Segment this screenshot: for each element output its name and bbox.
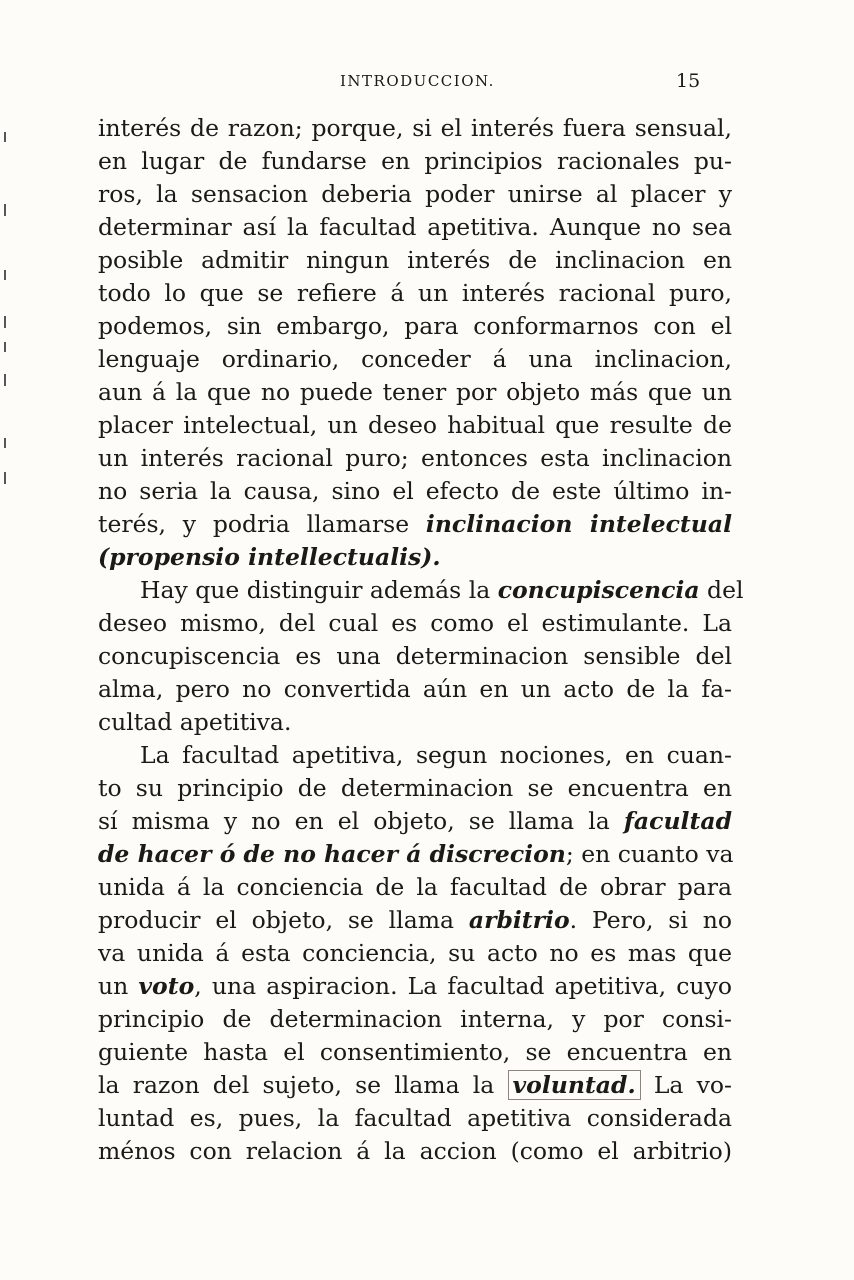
emphasized-text: (propensio intellectualis).	[98, 543, 441, 571]
text-segment: podemos, sin embargo, para conformarnos con el	[98, 312, 732, 340]
text-segment: concupiscencia es una determinacion sensible del	[98, 642, 732, 670]
text-segment: aun á la que no puede tener por objeto más que un	[98, 378, 732, 406]
text-segment: Hay que distinguir además la	[140, 576, 498, 604]
text-segment: La vo-	[640, 1071, 732, 1099]
text-line	[98, 1003, 732, 1036]
text-line	[98, 673, 732, 706]
text-line	[98, 211, 732, 244]
text-line	[98, 508, 732, 541]
running-head	[0, 72, 854, 96]
margin-mark	[4, 270, 6, 280]
text-segment: no seria la causa, sino el efecto de este último in-	[98, 477, 732, 505]
text-line	[98, 277, 732, 310]
margin-mark	[4, 472, 6, 484]
margin-mark	[4, 316, 6, 328]
text-line	[98, 574, 744, 607]
text-segment: interés de razon; porque, si el interés fuera sensual,	[98, 114, 732, 142]
text-line	[98, 970, 732, 1003]
text-segment: en lugar de fundarse en principios racionales pu-	[98, 147, 732, 175]
text-line	[98, 475, 732, 508]
text-segment: principio de determinacion interna, y por consi-	[98, 1005, 732, 1033]
text-segment: unida á la conciencia de la facultad de obrar para	[98, 873, 732, 901]
text-segment: guiente hasta el consentimiento, se encuentra en	[98, 1038, 732, 1066]
text-line	[98, 1069, 732, 1102]
text-segment: cultad apetitiva.	[98, 708, 292, 736]
text-segment: to su principio de determinacion se encuentra en	[98, 774, 732, 802]
text-line	[98, 838, 732, 871]
text-line	[98, 409, 732, 442]
text-line	[98, 145, 732, 178]
margin-mark	[4, 132, 6, 142]
binding-margin-marks	[0, 120, 14, 540]
text-segment: posible admitir ningun interés de inclinacion en	[98, 246, 732, 274]
text-segment: deseo mismo, del cual es como el estimulante. La	[98, 609, 732, 637]
text-line	[98, 310, 732, 343]
text-line	[98, 772, 732, 805]
text-line	[98, 1036, 732, 1069]
text-line	[98, 904, 732, 937]
text-line	[98, 1102, 732, 1135]
text-line	[98, 376, 732, 409]
text-segment: ménos con relacion á la accion (como el arbitrio)	[98, 1137, 732, 1165]
text-line	[98, 937, 732, 970]
text-line	[98, 178, 732, 211]
emphasized-text: concupiscencia	[497, 576, 700, 604]
text-segment: va unida á esta conciencia, su acto no es mas que	[98, 939, 732, 967]
text-line	[98, 640, 732, 673]
text-line	[98, 739, 732, 772]
running-title: INTRODUCCION.	[340, 72, 495, 90]
text-line	[98, 343, 732, 376]
text-segment: alma, pero no convertida aún en un acto de la fa-	[98, 675, 732, 703]
text-segment: la razon del sujeto, se llama la	[98, 1071, 508, 1099]
emphasized-text: voluntad.	[508, 1070, 641, 1100]
text-line	[98, 244, 732, 277]
text-segment: del	[699, 576, 744, 604]
text-line	[98, 541, 732, 574]
text-line	[98, 442, 732, 475]
emphasized-text: voto	[138, 972, 195, 1000]
text-segment: placer intelectual, un deseo habitual que resulte de	[98, 411, 732, 439]
margin-mark	[4, 342, 6, 352]
page-number: 15	[676, 70, 701, 92]
text-segment: producir el objeto, se llama	[98, 906, 469, 934]
emphasized-text: inclinacion intelectual	[425, 510, 732, 538]
text-segment: La facultad apetitiva, segun nociones, en cuan-	[140, 741, 732, 769]
text-segment: terés, y podria llamarse	[98, 510, 426, 538]
text-segment: ros, la sensacion deberia poder unirse al placer y	[98, 180, 732, 208]
text-line	[98, 607, 732, 640]
text-segment: , una aspiracion. La facultad apetitiva, cuyo	[194, 972, 732, 1000]
emphasized-text: arbitrio	[468, 906, 570, 934]
text-segment: . Pero, si no	[569, 906, 732, 934]
text-line	[98, 1135, 732, 1168]
text-line	[98, 805, 732, 838]
text-line	[98, 112, 732, 145]
emphasized-text: facultad	[623, 807, 732, 835]
text-segment: un	[98, 972, 139, 1000]
text-segment: un interés racional puro; entonces esta inclinacion	[98, 444, 732, 472]
margin-mark	[4, 204, 6, 216]
text-segment: luntad es, pues, la facultad apetitiva considerada	[98, 1104, 732, 1132]
text-segment: todo lo que se refiere á un interés racional puro,	[98, 279, 732, 307]
text-line	[98, 871, 732, 904]
text-segment: lenguaje ordinario, conceder á una inclinacion,	[98, 345, 732, 373]
body-text	[98, 112, 744, 1168]
text-segment: sí misma y no en el objeto, se llama la	[98, 807, 624, 835]
emphasized-text: de hacer ó de no hacer á discrecion	[98, 840, 566, 868]
margin-mark	[4, 374, 6, 386]
text-segment: determinar así la facultad apetitiva. Aunque no sea	[98, 213, 732, 241]
text-segment: ; en cuanto va	[565, 840, 734, 868]
margin-mark	[4, 438, 6, 448]
text-line	[98, 706, 732, 739]
